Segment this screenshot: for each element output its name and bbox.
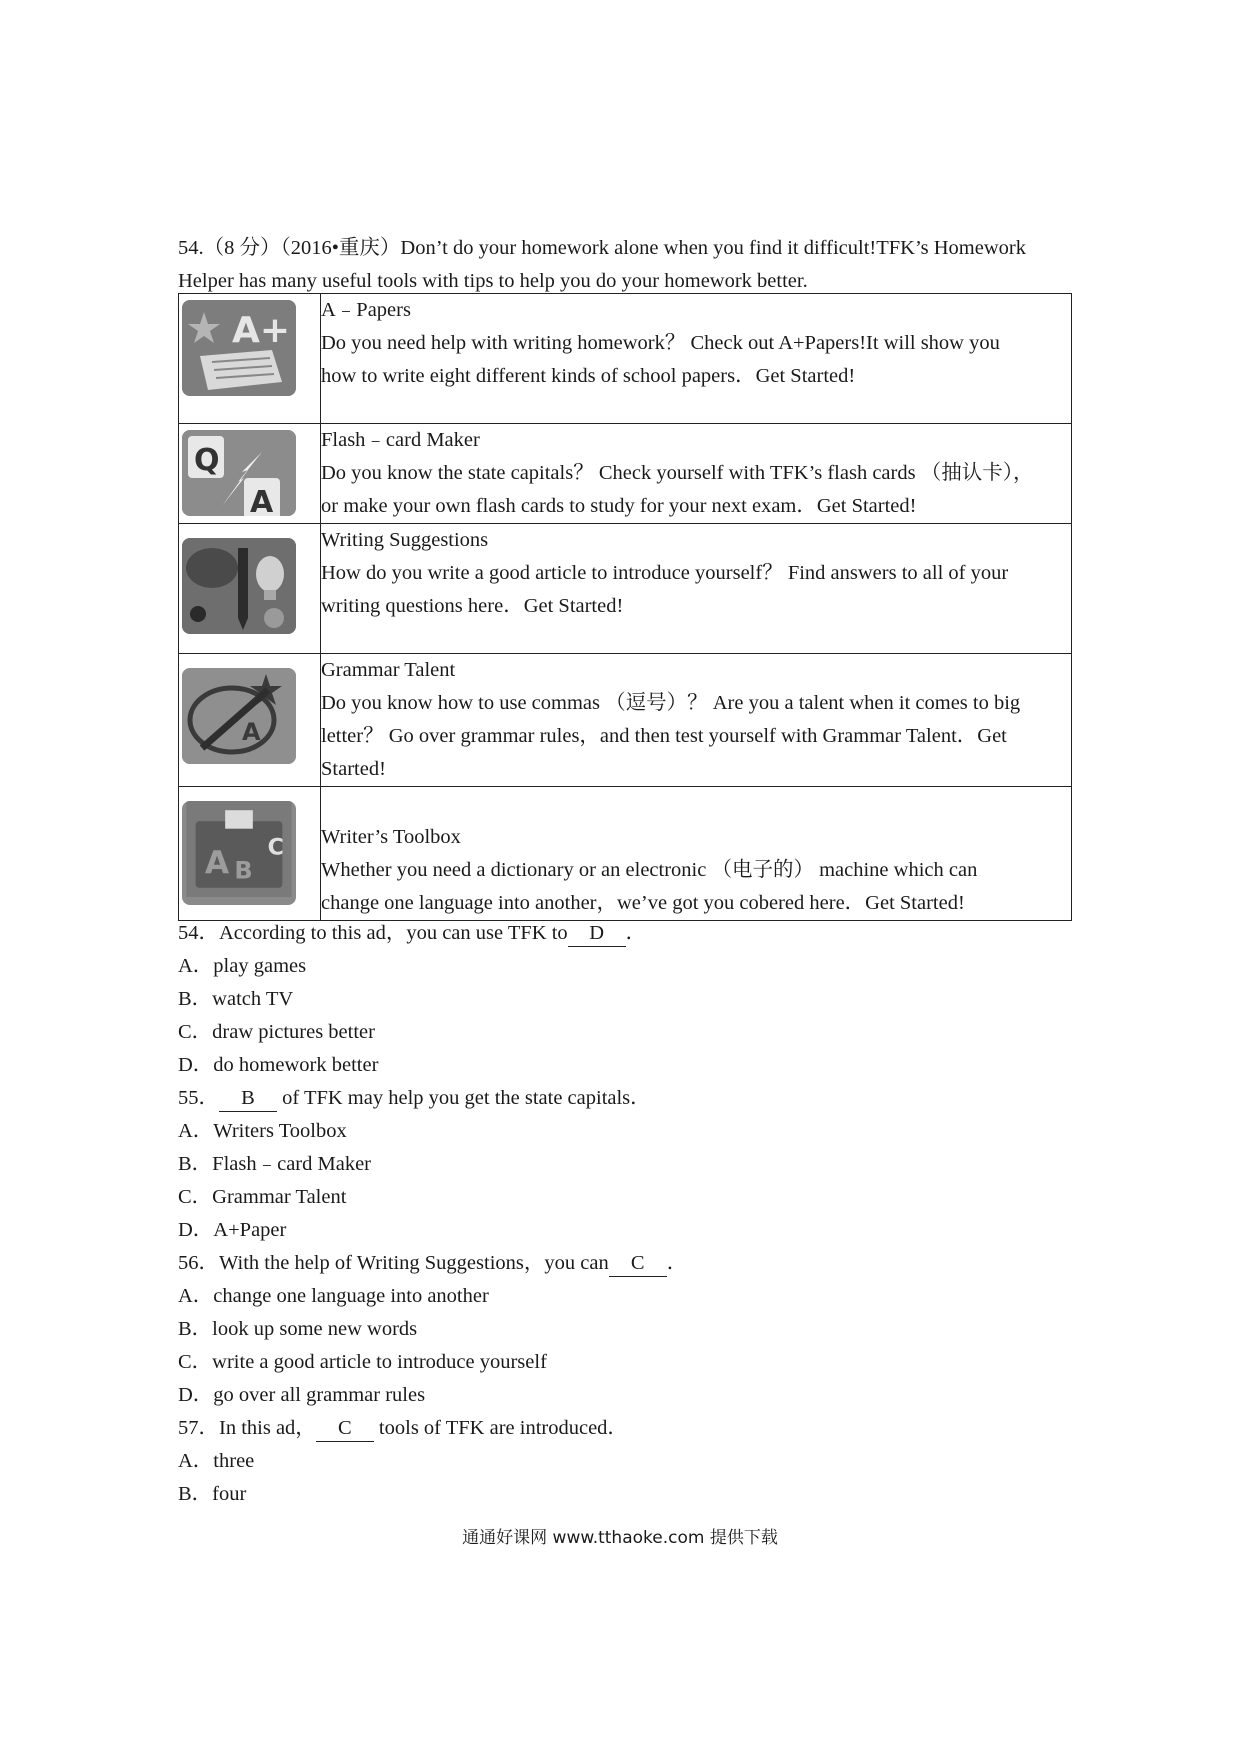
option: B．watch TV [178, 988, 294, 1010]
footer-source: 通通好课网 www.tthaoke.com 提供下载 [462, 1528, 778, 1548]
option: A．Writers Toolbox [178, 1120, 347, 1142]
tool-row [179, 424, 1072, 524]
question-stem: 54．According to this ad，you can use TFK to D ． [178, 917, 687, 950]
svg-text:C: C [267, 834, 284, 861]
option: D．do homework better [178, 1054, 379, 1076]
question-stem: 57．In this ad， C tools of TFK are introduced． [178, 1412, 687, 1445]
option: D．go over all grammar rules [178, 1384, 426, 1406]
tool-title: Writer’s Toolbox [321, 826, 461, 848]
tool-desc-line: writing questions here．Get Started! [321, 595, 624, 617]
svg-text:Q: Q [194, 443, 220, 478]
answer-blank: C [316, 1415, 374, 1442]
option: B．four [178, 1483, 247, 1505]
svg-text:A: A [204, 845, 230, 881]
tool-desc-line: Do you need help with writing homework？ Check out A+Papers!It will show you [321, 332, 1000, 354]
option: C．write a good article to introduce yourself [178, 1351, 547, 1373]
questions [178, 917, 687, 1511]
option: C．draw pictures better [178, 1021, 375, 1043]
a-plus-paper-icon [182, 300, 296, 396]
answer-blank: C [609, 1250, 667, 1277]
svg-text:A: A [242, 718, 261, 746]
svg-text:A+: A+ [232, 310, 291, 351]
tool-desc-line: or make your own flash cards to study for your next exam．Get Started! [321, 495, 917, 517]
pen-lightbulb-icon [182, 538, 296, 634]
tool-desc-line: letter？ Go over grammar rules，and then test yourself with Grammar Talent．Get [321, 725, 1007, 747]
qa-flash-card-icon [182, 430, 296, 520]
tool-row [179, 524, 1072, 654]
svg-text:A: A [250, 485, 274, 520]
question-stem: 56．With the help of Writing Suggestions，you can C ． [178, 1247, 687, 1280]
tool-row [179, 294, 1072, 424]
grammar-star-icon [182, 668, 296, 764]
abc-toolbox-icon [182, 801, 296, 905]
svg-text:B: B [234, 856, 253, 885]
tool-desc-line: Whether you need a dictionary or an electronic （电子的） machine which can [321, 859, 978, 881]
tool-desc-line: Started! [321, 758, 386, 780]
tool-title: Writing Suggestions [321, 529, 489, 551]
option: A．change one language into another [178, 1285, 489, 1307]
tool-title: A﹣Papers [321, 299, 411, 321]
intro-line: 54.（8 分）（2016•重庆）Don’t do your homework alone when you find it difficult!TFK’s Homework [178, 237, 1026, 259]
tool-desc-line: how to write eight different kinds of school papers．Get Started! [321, 365, 856, 387]
option: A．three [178, 1450, 255, 1472]
option: A．play games [178, 955, 307, 977]
intro-text [178, 232, 1078, 298]
tool-desc-line: Do you know how to use commas （逗号）？ Are you a talent when it comes to big [321, 692, 1021, 714]
tool-title: Grammar Talent [321, 659, 456, 681]
tool-row [179, 654, 1072, 787]
option: C．Grammar Talent [178, 1186, 347, 1208]
tool-row [179, 787, 1072, 921]
option: B．look up some new words [178, 1318, 418, 1340]
tool-title: Flash﹣card Maker [321, 429, 480, 451]
answer-blank: D [568, 920, 626, 947]
question-stem: 55． B of TFK may help you get the state capitals． [178, 1082, 687, 1115]
option: B．Flash﹣card Maker [178, 1153, 371, 1175]
tool-desc-line: How do you write a good article to introduce yourself？ Find answers to all of your [321, 562, 1009, 584]
tool-desc-line: change one language into another，we’ve got you cobered here．Get Started! [321, 892, 965, 914]
tools-table [178, 293, 1072, 921]
tool-desc-line: Do you know the state capitals？ Check yourself with TFK’s flash cards （抽认卡）， [321, 462, 1034, 484]
intro-line: Helper has many useful tools with tips to help you do your homework better. [178, 270, 808, 292]
answer-blank: B [219, 1085, 277, 1112]
option: D．A+Paper [178, 1219, 287, 1241]
